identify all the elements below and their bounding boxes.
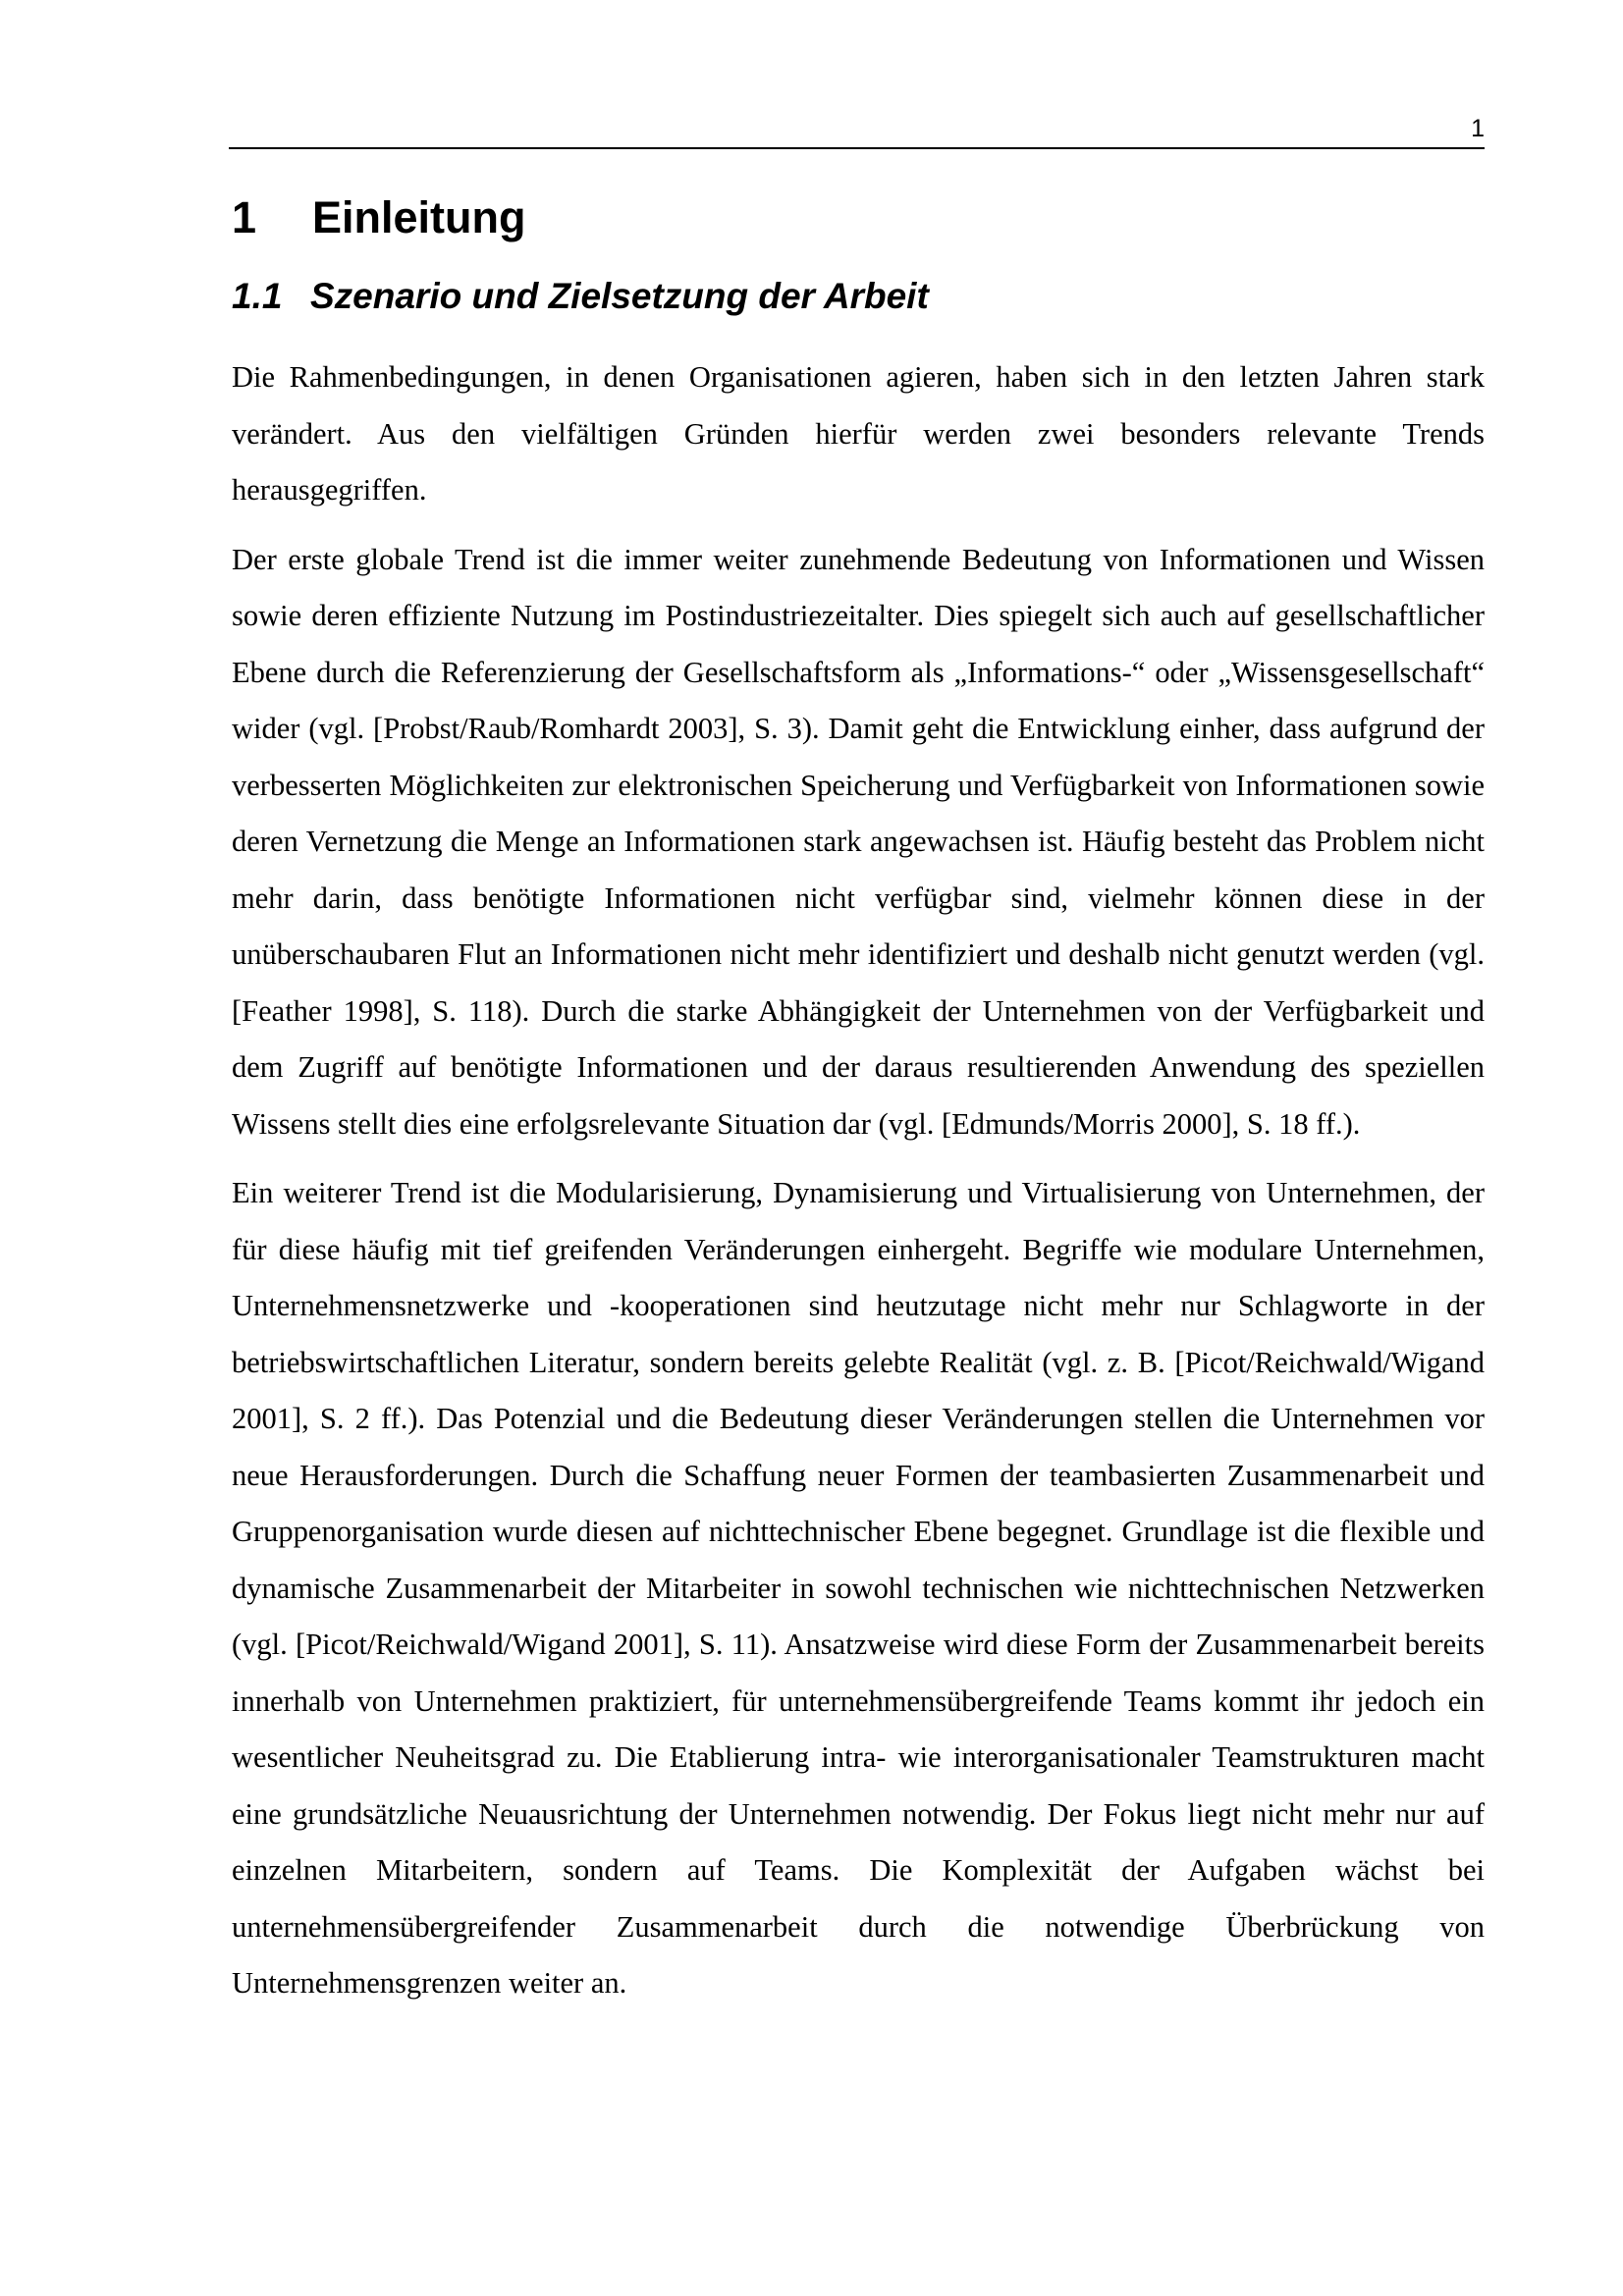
header-rule [229,147,1485,149]
chapter-heading [232,190,526,245]
paragraph-modularization-trend: Ein weiterer Trend ist die Modularisierung, Dynamisierung und Virtualisierung von Unternehmen, der für diese häufig mit tief greifenden Veränderungen einhergeht. Begriffe wie modulare Unternehmen, Unternehmensnetzwerke und -kooperationen sind heutzutage nicht mehr nur Schlagworte in der betriebswirtschaftlichen Literatur, sondern bereits gelebte Realität (vgl. z. B. [Picot/Reichwald/Wigand 2001], S. 2 ff.). Das Potenzial und die Bedeutung dieser Veränderungen stellen die Unternehmen vor neue Herausforderungen. Durch die Schaffung neuer Formen der teambasierten Zusammenarbeit und Gruppenorganisation wurde diesen auf nichttechnischer Ebene begegnet. Grundlage ist die flexible und dynamische Zusammenarbeit der Mitarbeiter in sowohl technischen wie nichttechnischen Netzwerken (vgl. [Picot/Reichwald/Wigand 2001], S. 11). Ansatzweise wird diese Form der Zusammenarbeit bereits innerhalb von Unternehmen praktiziert, für unternehmensübergreifende Teams kommt ihr jedoch ein wesentlicher Neuheitsgrad zu. Die Etablierung intra- wie interorganisationaler Teamstrukturen macht eine grundsätzliche Neuausrichtung der Unternehmen notwendig. Der Fokus liegt nicht mehr nur auf einzelnen Mitarbeitern, sondern auf Teams. Die Komplexität der Aufgaben wächst bei unternehmensübergreifender Zusammenarbeit durch die notwendige Überbrückung von Unternehmensgrenzen weiter an. [232,1176,1485,2000]
paragraph-information-trend: Der erste globale Trend ist die immer weiter zunehmende Bedeutung von Informationen und Wissen sowie deren effiziente Nutzung im Postindustriezeitalter. Dies spiegelt sich auch auf gesellschaftlicher Ebene durch die Referenzierung der Gesellschaftsform als „Informations-“ oder „Wissensgesellschaft“ wider (vgl. [Probst/Raub/Romhardt 2003], S. 3). Damit geht die Entwicklung einher, dass aufgrund der verbesserten Möglichkeiten zur elektronischen Speicherung und Verfügbarkeit von Informationen sowie deren Vernetzung die Menge an Informationen stark angewachsen ist. Häufig besteht das Problem nicht mehr darin, dass benötigte Informationen nicht verfügbar sind, vielmehr können diese in der unüberschaubaren Flut an Informationen nicht mehr identifiziert und deshalb nicht genutzt werden (vgl. [Feather 1998], S. 118). Durch die starke Abhängigkeit der Unternehmen von der Verfügbarkeit und dem Zugriff auf benötigte Informationen und der daraus resultierenden Anwendung des speziellen Wissens stellt dies eine erfolgsrelevante Situation dar (vgl. [Edmunds/Morris 2000], S. 18 ff.). [232,542,1485,1141]
paragraph-intro: Die Rahmenbedingungen, in denen Organisationen agieren, haben sich in den letzten Jahren stark verändert. Aus den vielfältigen Gründen hierfür werden zwei besonders relevante Trends herausgegriffen. [232,360,1485,507]
body-text [232,349,1485,2025]
chapter-number: 1 [232,192,257,242]
section-title: Szenario und Zielsetzung der Arbeit [310,276,929,316]
section-heading [232,272,929,321]
page-number: 1 [1471,115,1485,142]
chapter-title: Einleitung [312,192,526,242]
section-number: 1.1 [232,276,283,316]
